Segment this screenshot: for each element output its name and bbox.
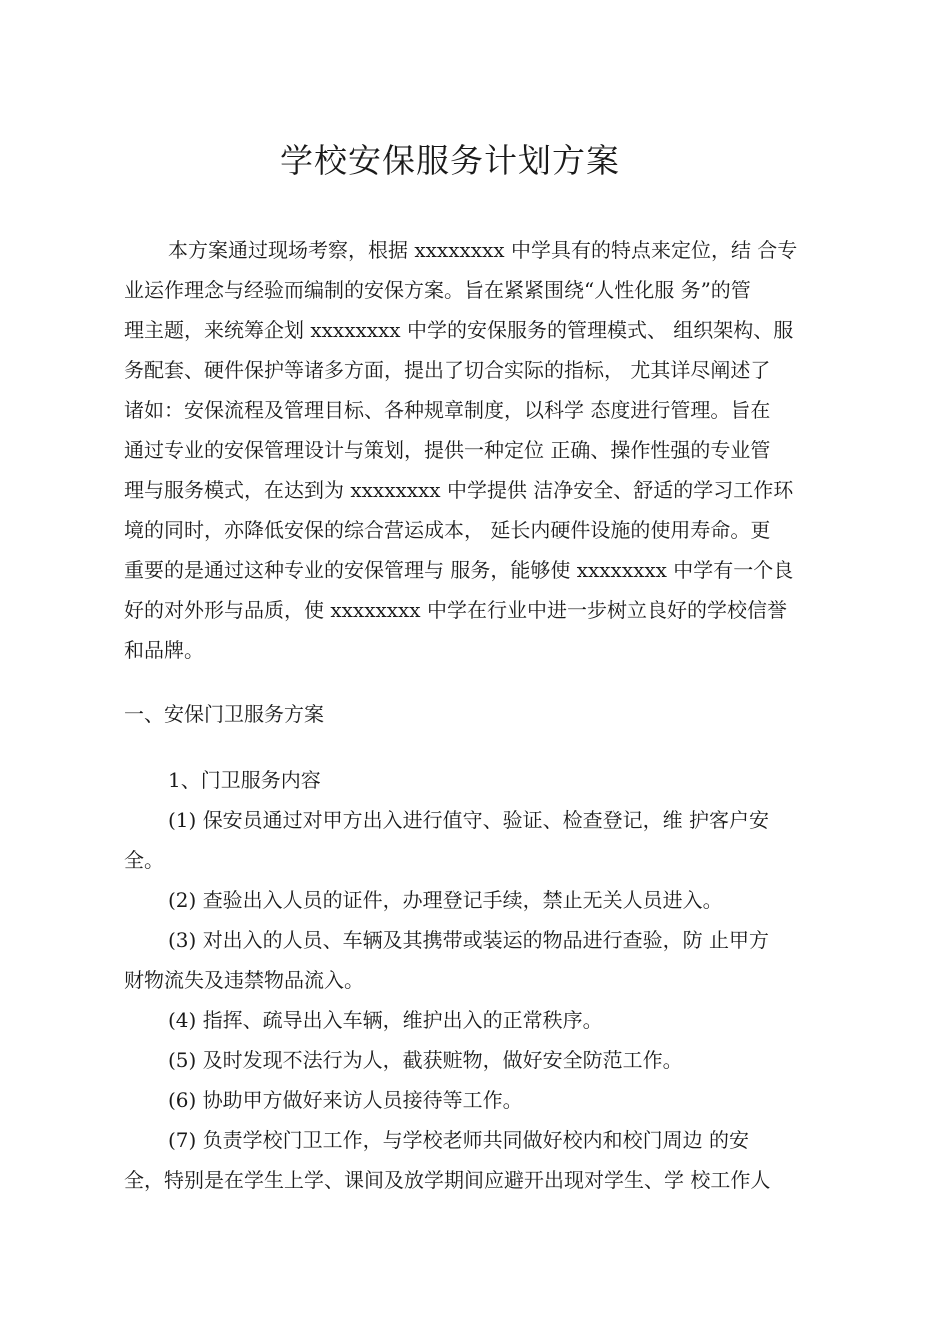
item-line: (1) 保安员通过对甲方出入进行值守、验证、检查登记，维 护客户安 [168, 808, 770, 832]
item-3 [124, 920, 834, 1000]
intro-line: 好的对外形与品质，使 xxxxxxxx 中学在行业中进一步树立良好的学校信誉 [124, 598, 787, 622]
intro-line: 理主题，来统筹企划 xxxxxxxx 中学的安保服务的管理模式、 组织架构、服 [124, 318, 794, 342]
item-continuation: 财物流失及违禁物品流入。 [124, 968, 364, 992]
section-heading: 一、安保门卫服务方案 [124, 702, 324, 726]
item-continuation: 全。 [124, 848, 164, 872]
document-body [124, 230, 834, 1200]
intro-line: 诸如：安保流程及管理目标、各种规章制度，以科学 态度进行管理。旨在 [124, 398, 771, 422]
intro-line: 本方案通过现场考察，根据 xxxxxxxx 中学具有的特点来定位，结 合专 [168, 238, 798, 262]
intro-line: 通过专业的安保管理设计与策划，提供一种定位 正确、操作性强的专业管 [124, 438, 771, 462]
intro-line: 和品牌。 [124, 638, 204, 662]
intro-line: 境的同时，亦降低安保的综合营运成本， 延长内硬件设施的使用寿命。更 [124, 518, 771, 542]
item-line: (4) 指挥、疏导出入车辆，维护出入的正常秩序。 [168, 1008, 603, 1032]
item-line: (2) 查验出入人员的证件，办理登记手续，禁止无关人员进入。 [168, 888, 723, 912]
document-title: 学校安保服务计划方案 [280, 141, 620, 180]
item-line: (6) 协助甲方做好来访人员接待等工作。 [168, 1088, 523, 1112]
item-6 [124, 1080, 834, 1120]
subsection-heading: 1、门卫服务内容 [168, 768, 321, 792]
item-line: (3) 对出入的人员、车辆及其携带或装运的物品进行查验，防 止甲方 [168, 928, 770, 952]
item-2 [124, 880, 834, 920]
intro-line: 理与服务模式，在达到为 xxxxxxxx 中学提供 洁净安全、舒适的学习工作环 [124, 478, 794, 502]
intro-line: 重要的是通过这种专业的安保管理与 服务，能够使 xxxxxxxx 中学有一个良 [124, 558, 794, 582]
item-line: (7) 负责学校门卫工作，与学校老师共同做好校内和校门周边 的安 [168, 1128, 750, 1152]
item-7 [124, 1120, 834, 1200]
item-4 [124, 1000, 834, 1040]
item-continuation: 全，特别是在学生上学、课间及放学期间应避开出现对学生、学 校工作人 [124, 1168, 771, 1192]
item-5 [124, 1040, 834, 1080]
item-1 [124, 800, 834, 880]
intro-line: 业运作理念与经验而编制的安保方案。旨在紧紧围绕“人性化服 务”的管 [124, 278, 751, 302]
intro-line: 务配套、硬件保护等诸多方面，提出了切合实际的指标， 尤其详尽阐述了 [124, 358, 771, 382]
item-line: (5) 及时发现不法行为人，截获赃物，做好安全防范工作。 [168, 1048, 683, 1072]
intro-paragraph [124, 230, 834, 670]
